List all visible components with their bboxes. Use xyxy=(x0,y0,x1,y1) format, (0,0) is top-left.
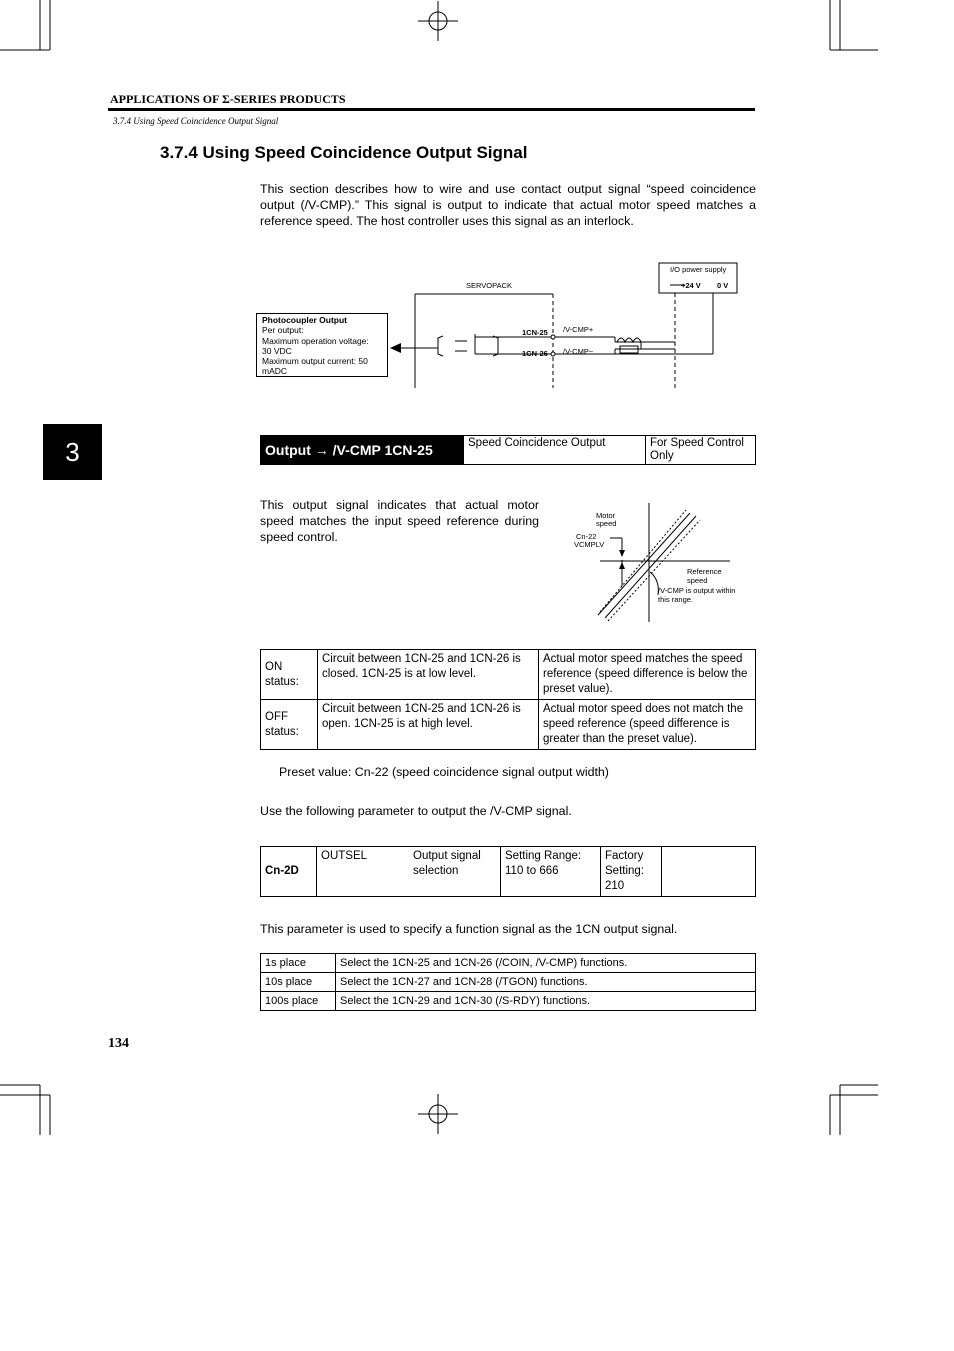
param-explain: This parameter is used to specify a function signal as the 1CN output signal. xyxy=(260,922,678,936)
range-note: /V-CMP is output within xyxy=(658,586,736,595)
param-code: Cn-2D xyxy=(261,847,317,897)
param-range: Setting Range: 110 to 666 xyxy=(501,847,601,897)
table-row xyxy=(261,847,756,897)
zero-v-label: 0 V xyxy=(717,281,729,290)
speed-coincidence-graph xyxy=(570,500,755,625)
place-text: Select the 1CN-25 and 1CN-26 (/COIN, /V-CMP) functions. xyxy=(336,954,756,973)
place-cell: 100s place xyxy=(261,992,336,1011)
header-rule xyxy=(108,108,755,111)
photocoupler-line: Maximum operation voltage: xyxy=(262,335,369,346)
chapter-tab: 3 xyxy=(43,424,102,480)
reference-speed-label: speed xyxy=(687,576,708,585)
signal-name: Output → /V-CMP 1CN-25 xyxy=(261,436,464,464)
servopack-label: SERVOPACK xyxy=(466,281,512,290)
parameter-table xyxy=(260,846,756,897)
io-supply-label: I/O power supply xyxy=(670,265,727,274)
param-desc: Output signal selection xyxy=(409,847,501,897)
range-note: this range. xyxy=(658,595,694,604)
signal-header-box xyxy=(260,435,756,465)
page-number: 134 xyxy=(108,1036,129,1051)
photocoupler-spec-box xyxy=(256,313,388,377)
status-table xyxy=(260,649,756,750)
motor-speed-label: speed xyxy=(596,519,617,528)
place-table xyxy=(260,953,756,1011)
running-subhead: 3.7.4 Using Speed Coincidence Output Signal xyxy=(113,116,279,126)
arrow-icon xyxy=(390,343,401,353)
table-row xyxy=(261,992,756,1011)
place-text: Select the 1CN-29 and 1CN-30 (/S-RDY) functions. xyxy=(336,992,756,1011)
preset-note: Preset value: Cn-22 (speed coincidence signal output width) xyxy=(279,765,609,779)
table-row xyxy=(261,650,756,700)
place-cell: 1s place xyxy=(261,954,336,973)
section-title: 3.7.4 Using Speed Coincidence Output Signal xyxy=(160,143,528,162)
photocoupler-title: Photocoupler Output xyxy=(262,315,347,325)
cn22-label: VCMPLV xyxy=(574,540,605,549)
photocoupler-line: 30 VDC xyxy=(262,345,292,356)
signal-description: Speed Coincidence Output xyxy=(464,436,646,464)
status-state: OFF status: xyxy=(261,700,318,750)
photocoupler-line: mADC xyxy=(262,366,288,377)
photocoupler-line: Maximum output current: 50 xyxy=(262,356,368,367)
sig-plus-label: /V-CMP+ xyxy=(563,325,594,334)
param-factory: Factory Setting: 210 xyxy=(601,847,662,897)
explanation-paragraph: This output signal indicates that actual motor speed matches the input speed reference during speed control. xyxy=(260,498,539,544)
param-blank xyxy=(662,847,756,897)
photocoupler-line: Per output: xyxy=(262,325,304,336)
cn22-label: Cn-22 xyxy=(576,532,597,541)
intro-paragraph: This section describes how to wire and use contact output signal “speed coincidence output (/V-CMP).” This signal is output to indicate that actual motor speed matches a reference speed. The host controller uses this signal as an interlock. xyxy=(260,182,756,228)
plus24-label: +24 V xyxy=(681,281,701,290)
status-state: ON status: xyxy=(261,650,318,700)
reference-speed-label: Reference xyxy=(687,567,722,576)
place-cell: 10s place xyxy=(261,973,336,992)
status-circuit: Circuit between 1CN-25 and 1CN-26 is open. 1CN-25 is at high level. xyxy=(318,700,539,750)
status-circuit: Circuit between 1CN-25 and 1CN-26 is closed. 1CN-25 is at low level. xyxy=(318,650,539,700)
status-meaning: Actual motor speed matches the speed reference (speed difference is below the preset value). xyxy=(539,650,756,700)
use-param-text: Use the following parameter to output the /V-CMP signal. xyxy=(260,804,572,818)
signal-mode: For Speed Control Only xyxy=(650,437,744,462)
table-row xyxy=(261,973,756,992)
sig-minus-label: /V-CMP− xyxy=(563,347,594,356)
running-head: APPLICATIONS OF Σ-SERIES PRODUCTS xyxy=(110,92,346,106)
place-text: Select the 1CN-27 and 1CN-28 (/TGON) functions. xyxy=(336,973,756,992)
motor-speed-label: Motor xyxy=(596,511,616,520)
table-row xyxy=(261,954,756,973)
pin-25-label: 1CN-25 xyxy=(522,328,548,337)
pin-26-label: 1CN-26 xyxy=(522,349,548,358)
param-name: OUTSEL xyxy=(317,847,410,897)
table-row xyxy=(261,700,756,750)
status-meaning: Actual motor speed does not match the speed reference (speed difference is greater than the preset value). xyxy=(539,700,756,750)
